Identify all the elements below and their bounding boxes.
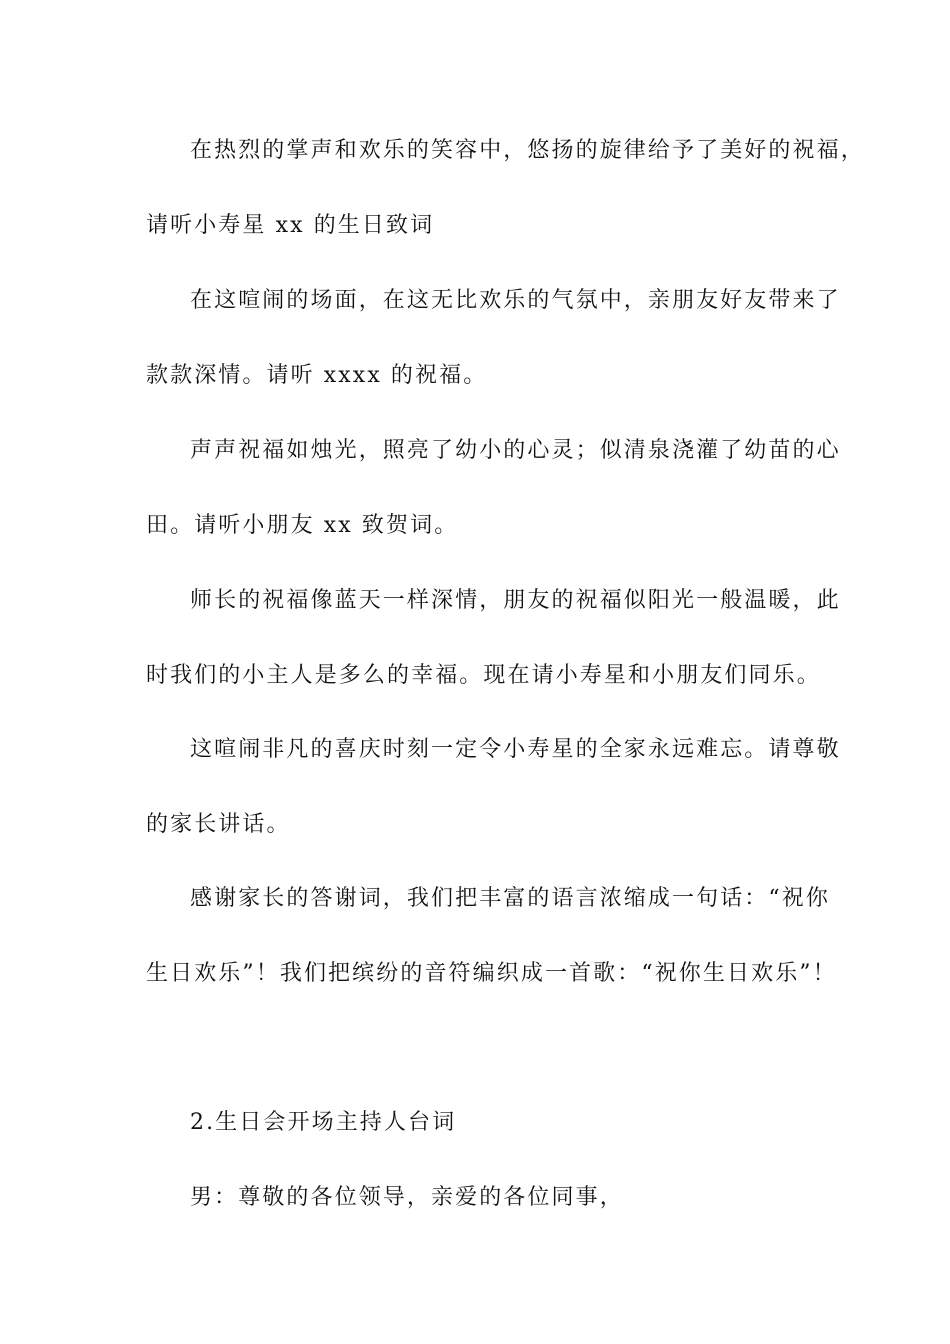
- paragraph-line: 声声祝福如烛光，照亮了幼小的心灵；似清泉浇灌了幼苗的心: [190, 438, 841, 463]
- paragraph-line: 在热烈的掌声和欢乐的笑容中，悠扬的旋律给予了美好的祝福，: [190, 138, 865, 163]
- paragraph-line: 在这喧闹的场面，在这无比欢乐的气氛中，亲朋友好友带来了: [190, 288, 841, 313]
- paragraph-line: 男：尊敬的各位领导，亲爱的各位同事，: [190, 1185, 624, 1210]
- paragraph-line: 款款深情。请听 xxxx 的祝福。: [146, 363, 488, 388]
- paragraph-line: 生日欢乐”！我们把缤纷的音符编织成一首歌：“祝你生日欢乐”！: [146, 961, 837, 986]
- paragraph-line: 田。请听小朋友 xx 致贺词。: [146, 513, 459, 538]
- paragraph-line: 师长的祝福像蓝天一样深情，朋友的祝福似阳光一般温暖，此: [190, 588, 841, 613]
- paragraph-line: 这喧闹非凡的喜庆时刻一定令小寿星的全家永远难忘。请尊敬: [190, 737, 841, 762]
- paragraph-line: 时我们的小主人是多么的幸福。现在请小寿星和小朋友们同乐。: [146, 663, 821, 688]
- paragraph-line: 的家长讲话。: [146, 812, 291, 837]
- paragraph-line: 请听小寿星 xx 的生日致词: [146, 213, 435, 238]
- paragraph-line: 感谢家长的答谢词，我们把丰富的语言浓缩成一句话：“祝你: [190, 886, 830, 911]
- section-heading: 2.生日会开场主持人台词: [190, 1110, 457, 1135]
